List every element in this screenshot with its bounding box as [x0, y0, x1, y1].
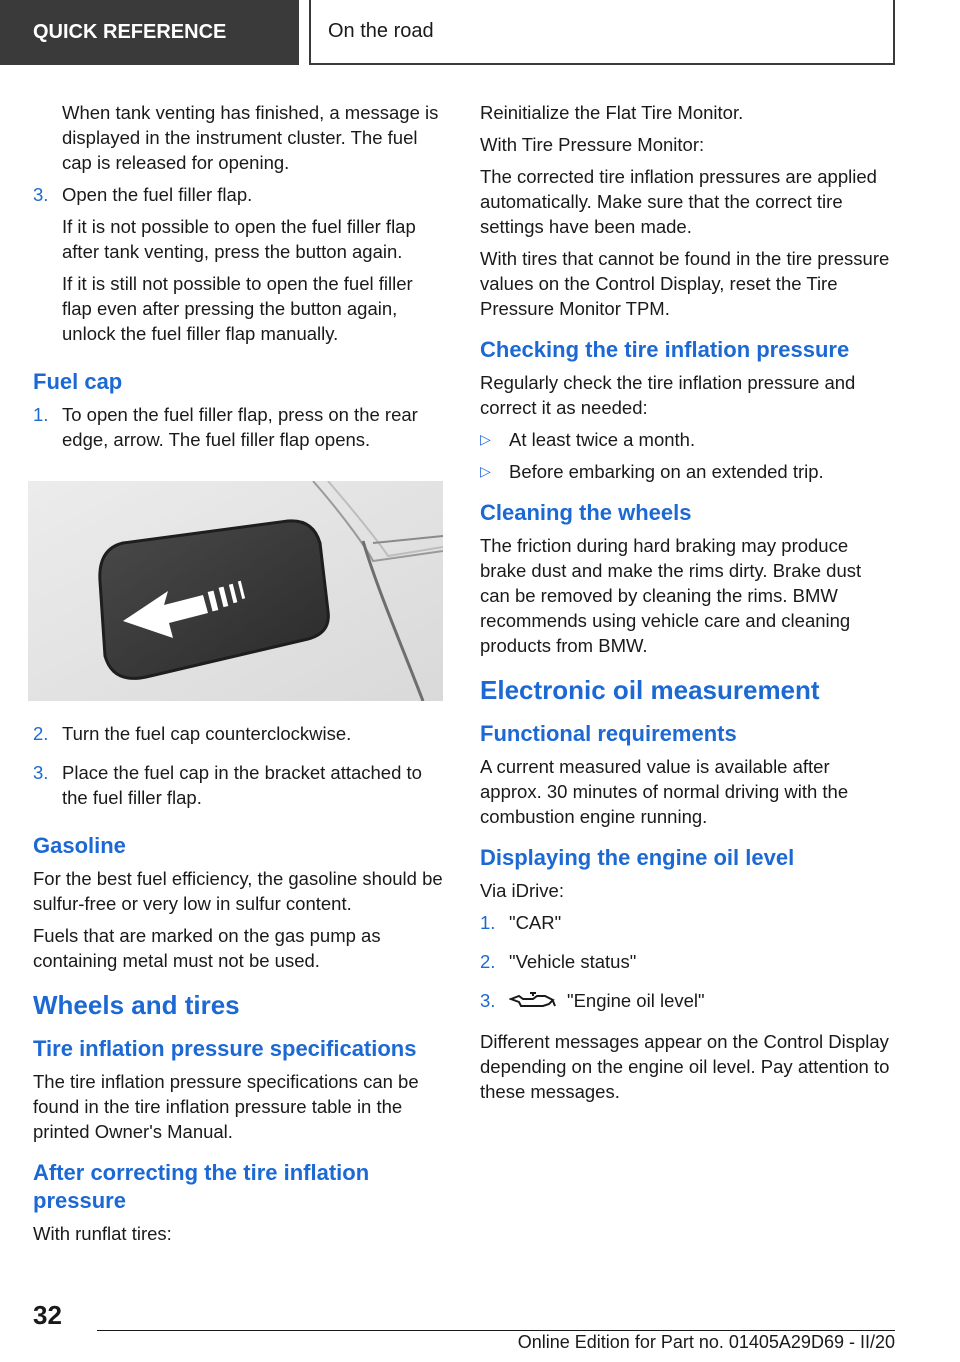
wheels-tires-heading: Wheels and tires [33, 990, 240, 1020]
after-correcting-heading: After correcting the tire inflation pressure [33, 1160, 370, 1213]
section-tab [0, 0, 299, 65]
left-column [33, 100, 446, 1253]
idrive-step-2 [480, 949, 895, 981]
step-number: 2. [33, 723, 49, 744]
idrive-step-1 [480, 910, 895, 942]
check-pressure-heading: Checking the tire inflation pressure [480, 337, 850, 362]
fuel-cap-heading: Fuel cap [33, 369, 123, 394]
fuel-cap-step-3 [33, 760, 446, 817]
section-title: QUICK REFERENCE [33, 21, 227, 43]
tpm-label: With Tire Pressure Monitor: [480, 134, 705, 155]
edition-footer: Online Edition for Part no. 01405A29D69 - II/20 [517, 1332, 895, 1352]
oil-measurement-heading: Electronic oil measurement [480, 675, 820, 705]
tire-spec-heading: Tire inflation pressure specifications [33, 1036, 417, 1061]
step-number: 2. [480, 951, 496, 972]
step-text: "Vehicle status" [509, 951, 637, 972]
step-text: "CAR" [509, 912, 562, 933]
step-text: Turn the fuel cap counterclockwise. [62, 723, 352, 744]
step-number: 1. [480, 912, 496, 933]
engine-oil-can-icon [509, 990, 557, 1015]
functional-requirements-heading: Functional requirements [480, 721, 737, 746]
gasoline-paragraph: For the best fuel efficiency, the gasoline should be sulfur-free or very low in sulfur content. [33, 868, 443, 914]
step-note: If it is still not possible to open the fuel filler flap even after pressing the button again, unlock the fuel filler flap manually. [62, 273, 413, 344]
tpm-paragraph: The corrected tire inflation pressures are applied automatically. Make sure that the correct tire settings have been made. [480, 166, 877, 237]
messages-paragraph: Different messages appear on the Control Display depending on the engine oil level. Pay attention to these messages. [480, 1030, 890, 1102]
triangle-bullet-icon: ▷ [480, 463, 491, 479]
step-text: To open the fuel filler flap, press on the rear edge, arrow. The fuel filler flap opens. [62, 404, 418, 450]
via-idrive: Via iDrive: [480, 880, 564, 901]
step-note: If it is not possible to open the fuel filler flap after tank venting, press the button again. [62, 216, 416, 262]
list-item [480, 427, 895, 452]
footer-divider [97, 1330, 895, 1331]
triangle-bullet-icon: ▷ [480, 431, 491, 447]
bullet-text: Before embarking on an extended trip. [509, 461, 824, 482]
gasoline-heading: Gasoline [33, 833, 126, 858]
tank-venting-paragraph: When tank venting has finished, a message is displayed in the instrument cluster. The fuel cap is released for opening. [62, 102, 439, 173]
runflat-paragraph: With runflat tires: [33, 1223, 172, 1244]
functional-paragraph: A current measured value is available after approx. 30 minutes of normal driving with the combustion engine running. [480, 756, 849, 827]
page-number: 32 [33, 1300, 62, 1330]
idrive-step-3 [480, 988, 895, 1022]
tpm-paragraph: With tires that cannot be found in the tire pressure values on the Control Display, reset the Tire Pressure Monitor TPM. [480, 248, 890, 319]
step-text: Open the fuel filler flap. [62, 184, 253, 205]
step-number: 3. [33, 762, 49, 783]
bullet-text: At least twice a month. [509, 429, 696, 450]
step-number: 3. [480, 990, 496, 1011]
display-oil-heading: Displaying the engine oil level [480, 845, 795, 870]
tire-spec-paragraph: The tire inflation pressure specifications can be found in the tire inflation pressure table in the printed Owner's Manual. [33, 1071, 419, 1142]
gasoline-paragraph: Fuels that are marked on the gas pump as containing metal must not be used. [33, 925, 381, 971]
step-text: "Engine oil level" [567, 990, 705, 1011]
step-number: 1. [33, 404, 49, 425]
cleaning-paragraph: The friction during hard braking may produce brake dust and make the rims dirty. Brake dust can be removed by cleaning the rims. BMW recommends using vehicle care and cleaning products from BMW. [480, 535, 862, 656]
check-paragraph: Regularly check the tire inflation pressure and correct it as needed: [480, 372, 856, 418]
fuel-flap-image [28, 481, 443, 701]
reinit-paragraph: Reinitialize the Flat Tire Monitor. [480, 102, 744, 123]
fuel-flap-illustration [28, 481, 443, 701]
fuel-cap-step-2 [33, 721, 446, 753]
step-text: Place the fuel cap in the bracket attached to the fuel filler flap. [62, 762, 422, 808]
cleaning-heading: Cleaning the wheels [480, 500, 692, 525]
step-number: 3. [33, 184, 49, 205]
step-open-flap [33, 182, 446, 353]
list-item [480, 459, 895, 484]
chapter-tab [309, 0, 895, 65]
chapter-title: On the road [328, 20, 434, 42]
fuel-cap-step-1 [33, 402, 446, 459]
right-column [480, 100, 895, 1111]
